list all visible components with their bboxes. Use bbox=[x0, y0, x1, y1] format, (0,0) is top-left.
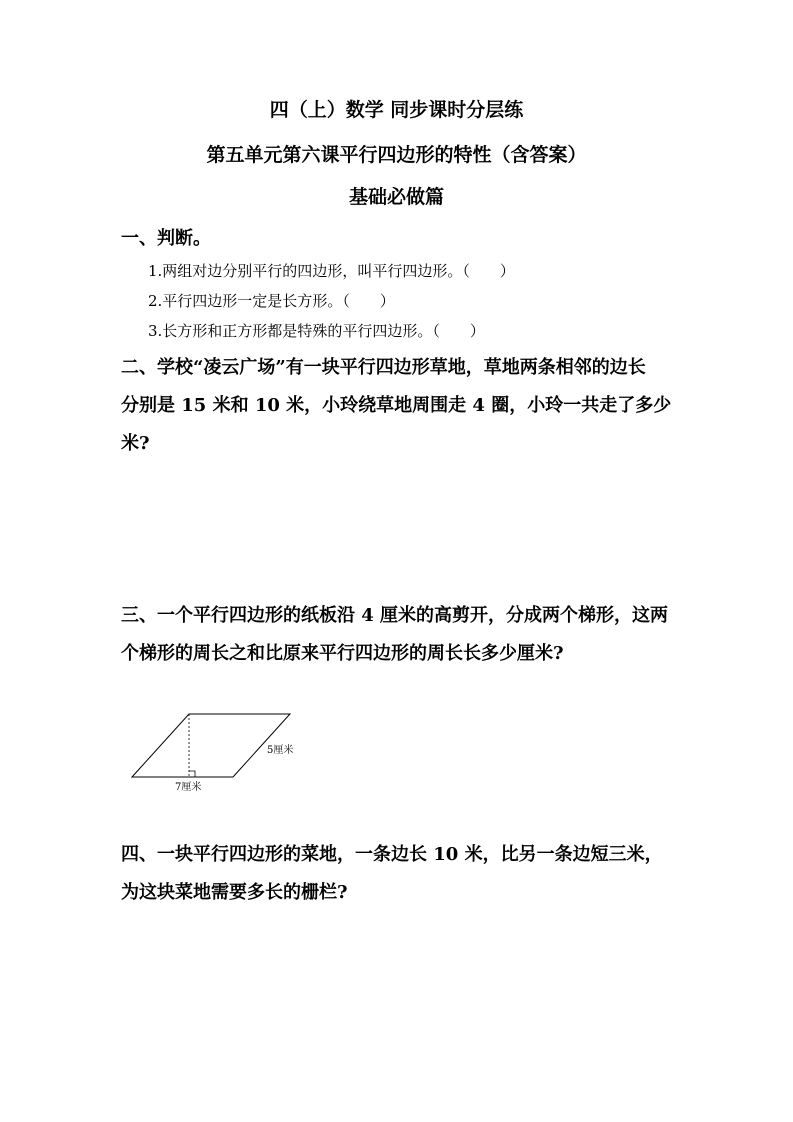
right-angle-mark bbox=[189, 771, 195, 777]
worksheet-title: 四（上）数学 同步课时分层练 bbox=[269, 99, 524, 121]
part2-line-2: 分别是 15 米和 10 米，小玲绕草地周围走 4 圈，小玲一共走了多少 bbox=[121, 395, 672, 416]
part3-line-2: 个梯形的周长之和比原来平行四边形的周长长多少厘米? bbox=[121, 643, 564, 664]
judgement-item-1: 1.两组对边分别平行的四边形，叫平行四边形。（ ） bbox=[148, 262, 515, 280]
part2-question bbox=[121, 349, 671, 463]
parallelogram-figure bbox=[120, 702, 320, 802]
part3-line-1: 三、一个平行四边形的纸板沿 4 厘米的高剪开，分成两个梯形，这两 bbox=[121, 605, 669, 626]
part4-line-2: 为这块菜地需要多长的栅栏? bbox=[121, 882, 348, 903]
judgement-item-2: 2.平行四边形一定是长方形。（ ） bbox=[148, 292, 395, 310]
part3-question bbox=[121, 597, 668, 673]
part2-line-1: 二、学校“凌云广场”有一块平行四边形草地，草地两条相邻的边长 bbox=[121, 357, 646, 378]
part1-heading: 一、判断。 bbox=[121, 228, 211, 249]
part4-line-1: 四、一块平行四边形的菜地，一条边长 10 米，比另一条边短三米， bbox=[121, 844, 663, 865]
side-length-label: 5厘米 bbox=[267, 745, 294, 756]
judgement-item-3: 3.长方形和正方形都是特殊的平行四边形。（ ） bbox=[148, 322, 485, 340]
part4-question bbox=[121, 836, 663, 912]
lesson-subtitle: 第五单元第六课平行四边形的特性（含答案） bbox=[206, 144, 587, 166]
part2-line-3: 米? bbox=[121, 433, 150, 454]
base-length-label: 7厘米 bbox=[175, 782, 202, 793]
section-title: 基础必做篇 bbox=[348, 186, 444, 208]
